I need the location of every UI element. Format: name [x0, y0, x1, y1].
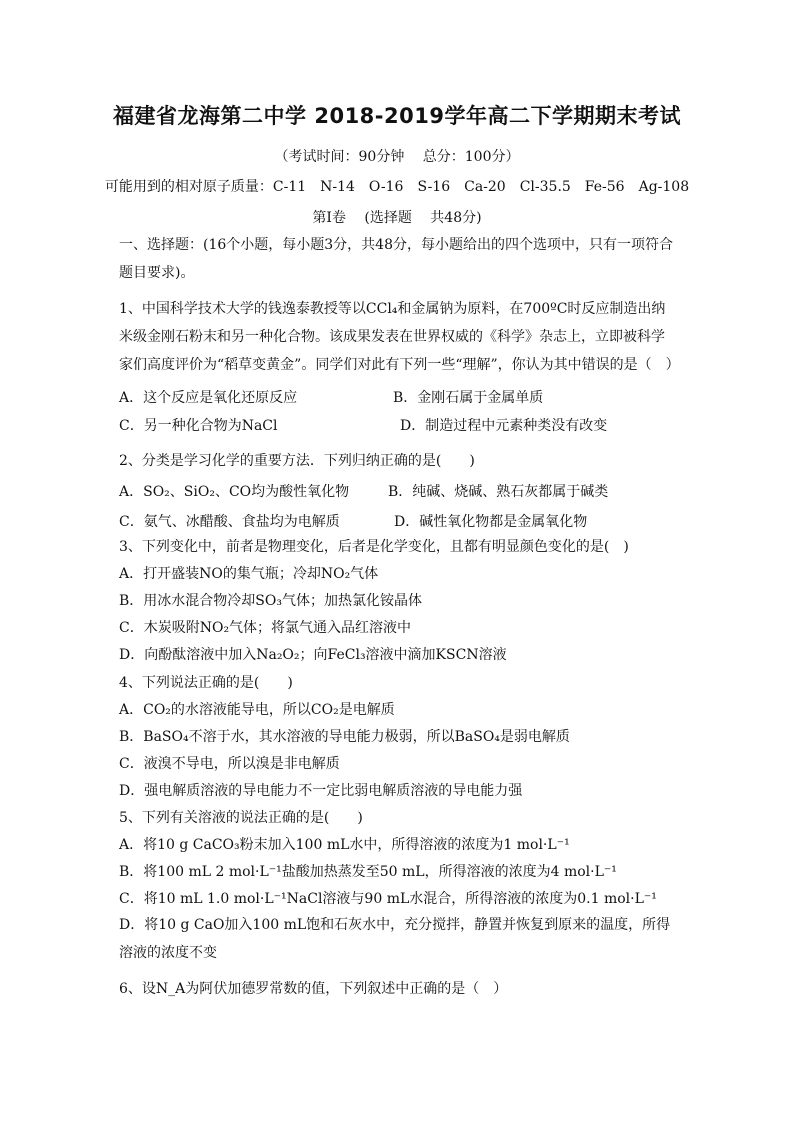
question-4-option-a: A．CO₂的水溶液能导电，所以CO₂是电解质: [119, 702, 395, 718]
question-6-stem: 6、设N_A为阿伏加德罗常数的值，下列叙述中正确的是（ ）: [119, 981, 508, 997]
question-3-option-c: C．木炭吸附NO₂气体；将氯气通入品红溶液中: [119, 620, 412, 636]
question-1-option-c: C．另一种化合物为NaCl: [119, 418, 278, 434]
question-5-option-b: B．将100 mL 2 mol·L⁻¹盐酸加热蒸发至50 mL，所得溶液的浓度为4 mol·L⁻¹: [119, 864, 617, 880]
exam-title: 福建省龙海第二中学 2018-2019学年高二下学期期末考试: [113, 104, 681, 128]
question-3-option-d: D．向酚酞溶液中加入Na₂O₂；向FeCl₃溶液中滴加KSCN溶液: [119, 647, 507, 663]
question-3-option-a: A．打开盛装NO的集气瓶；冷却NO₂气体: [119, 566, 379, 582]
exam-info: （考试时间：90分钟 总分：100分）: [274, 149, 520, 165]
section-title: 第Ⅰ卷 (选择题 共48分): [312, 210, 482, 226]
question-5-stem: 5、下列有关溶液的说法正确的是( ): [119, 810, 363, 826]
question-1-option-a: A．这个反应是氧化还原反应: [119, 390, 298, 406]
question-4-option-b: B．BaSO₄不溶于水，其水溶液的导电能力极弱，所以BaSO₄是弱电解质: [119, 729, 570, 745]
question-3-option-b: B．用冰水混合物冷却SO₃气体；加热氯化铵晶体: [119, 593, 422, 609]
question-2-option-b: B．纯碱、烧碱、熟石灰都属于碱类: [388, 484, 609, 500]
atomic-masses: 可能用到的相对原子质量：C-11 N-14 O-16 S-16 Ca-20 Cl-35.5 Fe-56 Ag-108: [104, 179, 690, 195]
question-5-option-a: A．将10 g CaCO₃粉末加入100 mL水中，所得溶液的浓度为1 mol·L⁻¹: [119, 837, 570, 853]
question-5-option-c: C．将10 mL 1.0 mol·L⁻¹NaCl溶液与90 mL水混合，所得溶液的浓度为0.1 mol·L⁻¹: [119, 891, 657, 907]
question-4-option-d: D．强电解质溶液的导电能力不一定比弱电解质溶液的导电能力强: [119, 783, 523, 799]
question-5-option-d: D．将10 g CaO加入100 mL饱和石灰水中，充分搅拌，静置并恢复到原来的温度，所得溶液的浓度不变: [119, 917, 671, 961]
instructions: 一、选择题：(16个小题，每小题3分，共48分，每小题给出的四个选项中，只有一项符合题目要求)。: [119, 237, 673, 281]
question-2-option-c: C．氨气、冰醋酸、食盐均为电解质: [119, 514, 340, 530]
question-2-option-a: A．SO₂、SiO₂、CO均为酸性氧化物: [119, 484, 350, 500]
question-2-option-d: D．碱性氧化物都是金属氧化物: [394, 514, 588, 530]
question-1-stem: 1、中国科学技术大学的钱逸泰教授等以CCl₄和金属钠为原料，在700ºC时反应制造出纳米级金刚石粉末和另一种化合物。该成果发表在世界权威的《科学》杂志上，立即被科学家们高度评价为“稻草变黄金”。同学们对此有下列一些“理解”，你认为其中错误的是（ ）: [119, 301, 680, 373]
question-4-option-c: C．液溴不导电，所以溴是非电解质: [119, 756, 340, 772]
question-1-option-b: B．金刚石属于金属单质: [393, 390, 544, 406]
question-1-option-d: D．制造过程中元素种类没有改变: [400, 418, 608, 434]
question-3-stem: 3、下列变化中，前者是物理变化，后者是化学变化，且都有明显颜色变化的是( ): [119, 539, 629, 555]
question-4-stem: 4、下列说法正确的是( ): [119, 675, 293, 691]
question-2-stem: 2、分类是学习化学的重要方法．下列归纳正确的是( ): [119, 453, 475, 469]
